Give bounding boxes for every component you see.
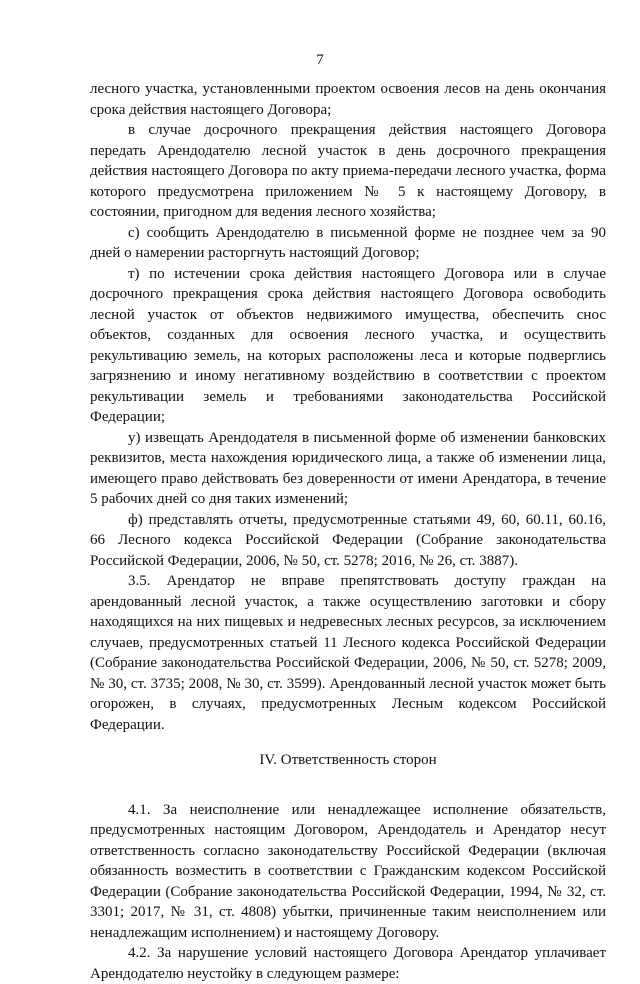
paragraph: лесного участка, установленными проектом освоения лесов на день окончания срока действия настоящего Договора; <box>90 79 606 120</box>
page-number: 7 <box>0 50 640 71</box>
paragraph: 3.5. Арендатор не вправе препятствовать доступу граждан на арендованный лесной участок, а также осуществлению заготовки и сбору находящихся на них пищевых и недревесных лесных ресурсов, за исключением случаев, предусмотренных статьей 11 Лесного кодекса Российской Федерации (Собрание законодательства Российской Федерации, 2006, № 50, ст. 5278; 2009, № 30, ст. 3735; 2008, № 30, ст. 3599). Арендованный лесной участок может быть огорожен, в случаях, предусмотренных Лесным кодексом Российской Федерации. <box>90 571 606 735</box>
paragraph: ф) представлять отчеты, предусмотренные статьями 49, 60, 60.11, 60.16, 66 Лесного кодекса Российской Федерации (Собрание законодательства Российской Федерации, 2006, № 50, ст. 5278; 2016, № 26, ст. 3887). <box>90 510 606 572</box>
paragraph: 4.1. За неисполнение или ненадлежащее исполнение обязательств, предусмотренных настоящим Договором, Арендодатель и Арендатор несут ответственность согласно законодательству Российской Федерации (включая обязанность возместить в соответствии с Гражданским кодексом Российской Федерации (Собрание законодательства Российской Федерации, 1994, № 32, ст. 3301; 2017, № 31, ст. 4808) убытки, причиненные таким неисполнением или ненадлежащим исполнением) и настоящему Договору. <box>90 800 606 944</box>
paragraph: у) извещать Арендодателя в письменной форме об изменении банковских реквизитов, места нахождения юридического лица, а также об изменении лица, имеющего право действовать без доверенности от имени Арендатора, в течение 5 рабочих дней со дня таких изменений; <box>90 428 606 510</box>
paragraph: т) по истечении срока действия настоящего Договора или в случае досрочного прекращения срока действия настоящего Договора освободить лесной участок от объектов недвижимого имущества, обеспечить снос объектов, созданных для освоения лесного участка, и осуществить рекультивацию земель, на которых расположены леса и которые подверглись загрязнению и иному негативному воздействию в соответствии с проектом рекультивации земель и требованиями законодательства Российской Федерации; <box>90 264 606 428</box>
paragraphs-before-heading <box>90 79 606 735</box>
document-body <box>90 79 606 984</box>
paragraph: с) сообщить Арендодателю в письменной форме не позднее чем за 90 дней о намерении расторгнуть настоящий Договор; <box>90 223 606 264</box>
paragraphs-after-heading <box>90 800 606 984</box>
paragraph: 4.2. За нарушение условий настоящего Договора Арендатор уплачивает Арендодателю неустойку в следующем размере: <box>90 943 606 984</box>
paragraph: в случае досрочного прекращения действия настоящего Договора передать Арендодателю лесной участок в день досрочного прекращения действия настоящего Договора по акту приема-передачи лесного участка, форма которого предусмотрена приложением № 5 к настоящему Договору, в состоянии, пригодном для ведения лесного хозяйства; <box>90 120 606 223</box>
section-heading: IV. Ответственность сторон <box>90 750 606 771</box>
